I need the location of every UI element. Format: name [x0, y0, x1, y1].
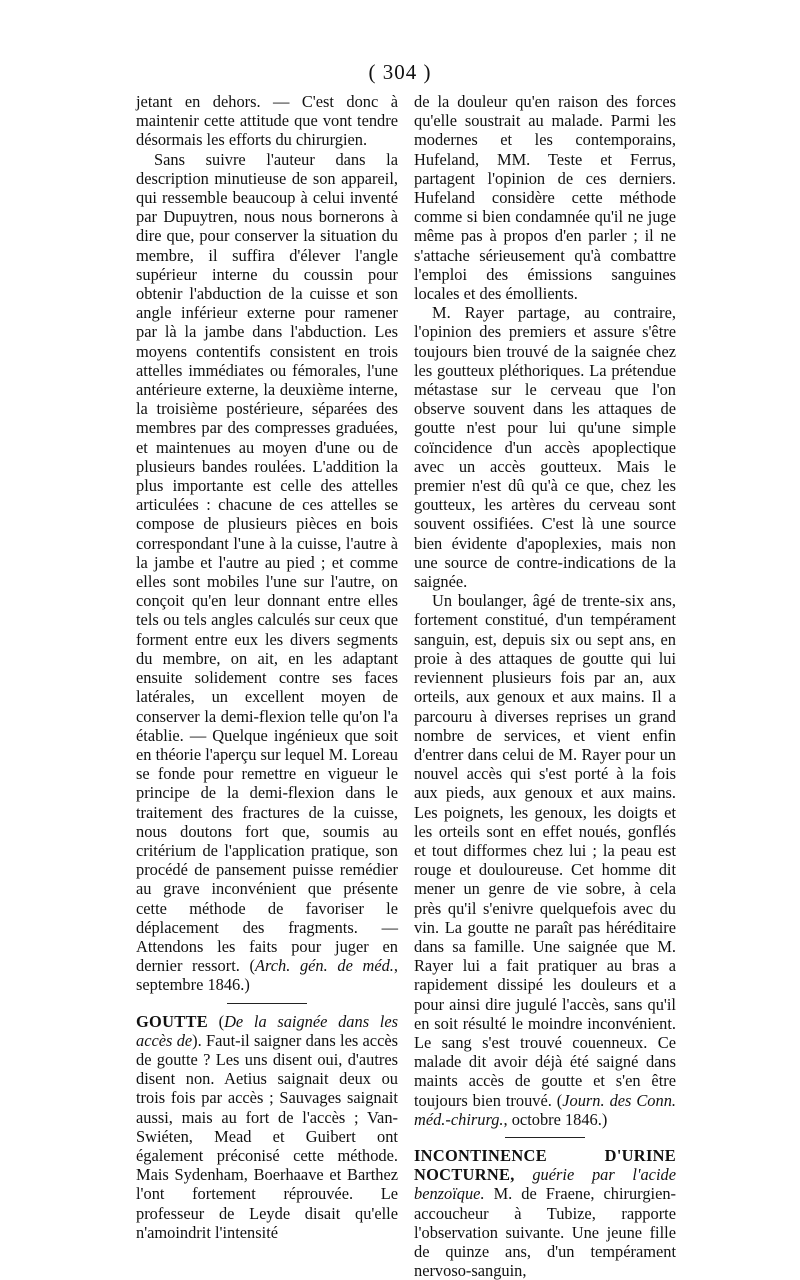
- incontinence-text: M. de Fraene, chirurgien-accoucheur à Tubize, rapporte l'observation suivante. Une jeune fille de quinze ans, d'un tempérament nervoso-sanguin,: [414, 1184, 676, 1280]
- left-column: [136, 92, 398, 1242]
- reference-journal: Journ. des Conn. méd.-chirurg.: [414, 1090, 676, 1129]
- right-paragraph-1: de la douleur qu'en raison des forces qu'elle soustrait au malade. Parmi les modernes et les contemporains, Hufeland, MM. Teste et Ferrus, partagent l'opinion de ces derniers. Hufeland considère cette méthode comme si bien condamnée qu'il ne juge même pas à propos d'en parler ; il ne s'attache sérieusement qu'à combattre l'emploi des émissions sanguines locales et des émollients.: [414, 92, 676, 304]
- left-paragraph-2: [136, 150, 398, 995]
- left-paragraph-1: jetant en dehors. — C'est donc à maintenir cette attitude que vont tendre désormais les efforts du chirurgien.: [136, 92, 398, 150]
- reference-date: , septembre 1846.): [136, 956, 398, 995]
- section-separator: [505, 1137, 585, 1138]
- incontinence-heading: INCONTINENCE D'URINE NOCTURNE,: [414, 1145, 676, 1185]
- right-paragraph-3: [414, 591, 676, 1129]
- right-paragraph-3-text: Un boulanger, âgé de trente-six ans, fortement constitué, d'un tempérament sanguin, est, depuis six ou sept ans, en proie à des attaques de goutte qui lui reviennent plusieurs fois par an, aux orteils, aux genoux et aux mains. Il a parcouru à diverses reprises un grand nombre de services, et vient enfin d'entrer dans celui de M. Rayer pour un nouvel accès qui s'est porté à la fois aux pieds, aux genoux et aux mains. Les poignets, les genoux, les doigts et les orteils sont en effet noués, gonflés et tout difformes chez lui ; la peau est rouge et douloureuse. Cet homme dit mener un genre de vie sobre, à cela près qu'il s'enivre quelquefois avec du vin. La goutte ne paraît pas héréditaire dans sa famille. Une saignée que M. Rayer lui a fait pratiquer au bras a rapidement dissipé les douleurs et a pour ainsi dire jugulé l'accès, sans qu'il en soit résulté le moindre inconvénient. Le sang s'est trouvé couenneux. Ce malade dit avoir déjà été saigné dans maints accès de goutte et s'en être toujours bien trouvé.: [414, 591, 676, 1110]
- goutte-subtitle: De la saignée dans les accès de: [136, 1011, 398, 1050]
- section-separator: [227, 1003, 307, 1004]
- reference-journal: Arch. gén. de méd.: [254, 956, 394, 976]
- right-paragraph-2: M. Rayer partage, au contraire, l'opinion des premiers et assure s'être toujours bien trouvé de la saignée chez les goutteux pléthoriques. La prétendue métastase sur le cerveau que l'on observe souvent dans les attaques de goutte n'est pour lui qu'une simple coïncidence d'un accès apoplectique avec un accès goutteux. Mais le premier n'est dû qu'à ce que, chez les goutteux, les artères du cerveau sont souvent ossifiées. C'est là une source bien évidente d'apoplexies, mais non une source de contre-indications de la saignée.: [414, 303, 676, 592]
- incontinence-subtitle: guérie par l'acide benzoïque.: [414, 1165, 676, 1204]
- page-number: ( 304 ): [368, 60, 432, 84]
- goutte-heading: GOUTTE: [136, 1011, 208, 1031]
- reference-date: , octobre 1846.): [503, 1109, 608, 1129]
- reference-open: (: [551, 1090, 563, 1110]
- goutte-open: (: [207, 1011, 225, 1031]
- right-column: [414, 92, 676, 1280]
- reference-open: (: [239, 956, 255, 976]
- incontinence-space: [515, 1165, 533, 1184]
- left-paragraph-2-text: Sans suivre l'auteur dans la description minutieuse de son appareil, qui ressemble beaucoup à celui inventé par Dupuytren, nous nous bornerons à dire que, pour conserver la situation du membre, il suffira d'élever l'angle supérieur interne du coussin pour obtenir l'abduction de la cuisse et son angle inférieur externe pour ramener par là la jambe dans l'abduction. Les moyens contentifs consistent en trois attelles immédiates ou fémorales, l'une antérieure externe, la deuxième interne, la troisième postérieure, séparées des membres par des compresses graduées, et maintenues au moyen d'une ou de plusieurs bandes roulées. L'addition la plus importante est celle des attelles articulées : chacune de ces attelles se compose de plusieurs pièces en bois correspondant l'une à la cuisse, l'autre à la jambe et l'autre au pied ; et comme elles sont mobiles l'une sur l'autre, on conçoit qu'en leur donnant entre elles tels ou tels angles calculés sur ceux que forment entre eux les divers segments du membre, on ait, en les adaptant ensuite solidement contre ses faces latérales, un excellent moyen de conserver la demi-flexion telle qu'on l'a établie. — Quelque ingénieux que soit en théorie l'aperçu sur lequel M. Loreau se fonde pour remettre en vigueur le principe de la demi-flexion dans le traitement des fractures de la cuisse, nous doutons fort que, soumis au critérium de l'application pratique, son procédé de pansement puisse remédier au grave inconvénient que présente cette méthode de favoriser le déplacement des fragments. — Attendons les faits pour juger en dernier ressort.: [136, 149, 398, 976]
- goutte-text: ). Faut-il saigner dans les accès de goutte ? Les uns disent oui, d'autres disent non. Aetius saignait deux ou trois fois par accès ; Sauvages saignait aussi, mais au fort de l'accès ; Van-Swiéten, Mead et Guibert ont également préconisé cette méthode. Mais Sydenham, Boerhaave et Barthez l'ont fortement réprouvée. Le professeur de Leyde disait qu'elle n'amoindrit l'intensité: [136, 1030, 398, 1242]
- incontinence-article: [414, 1146, 676, 1280]
- goutte-article: [136, 1012, 398, 1242]
